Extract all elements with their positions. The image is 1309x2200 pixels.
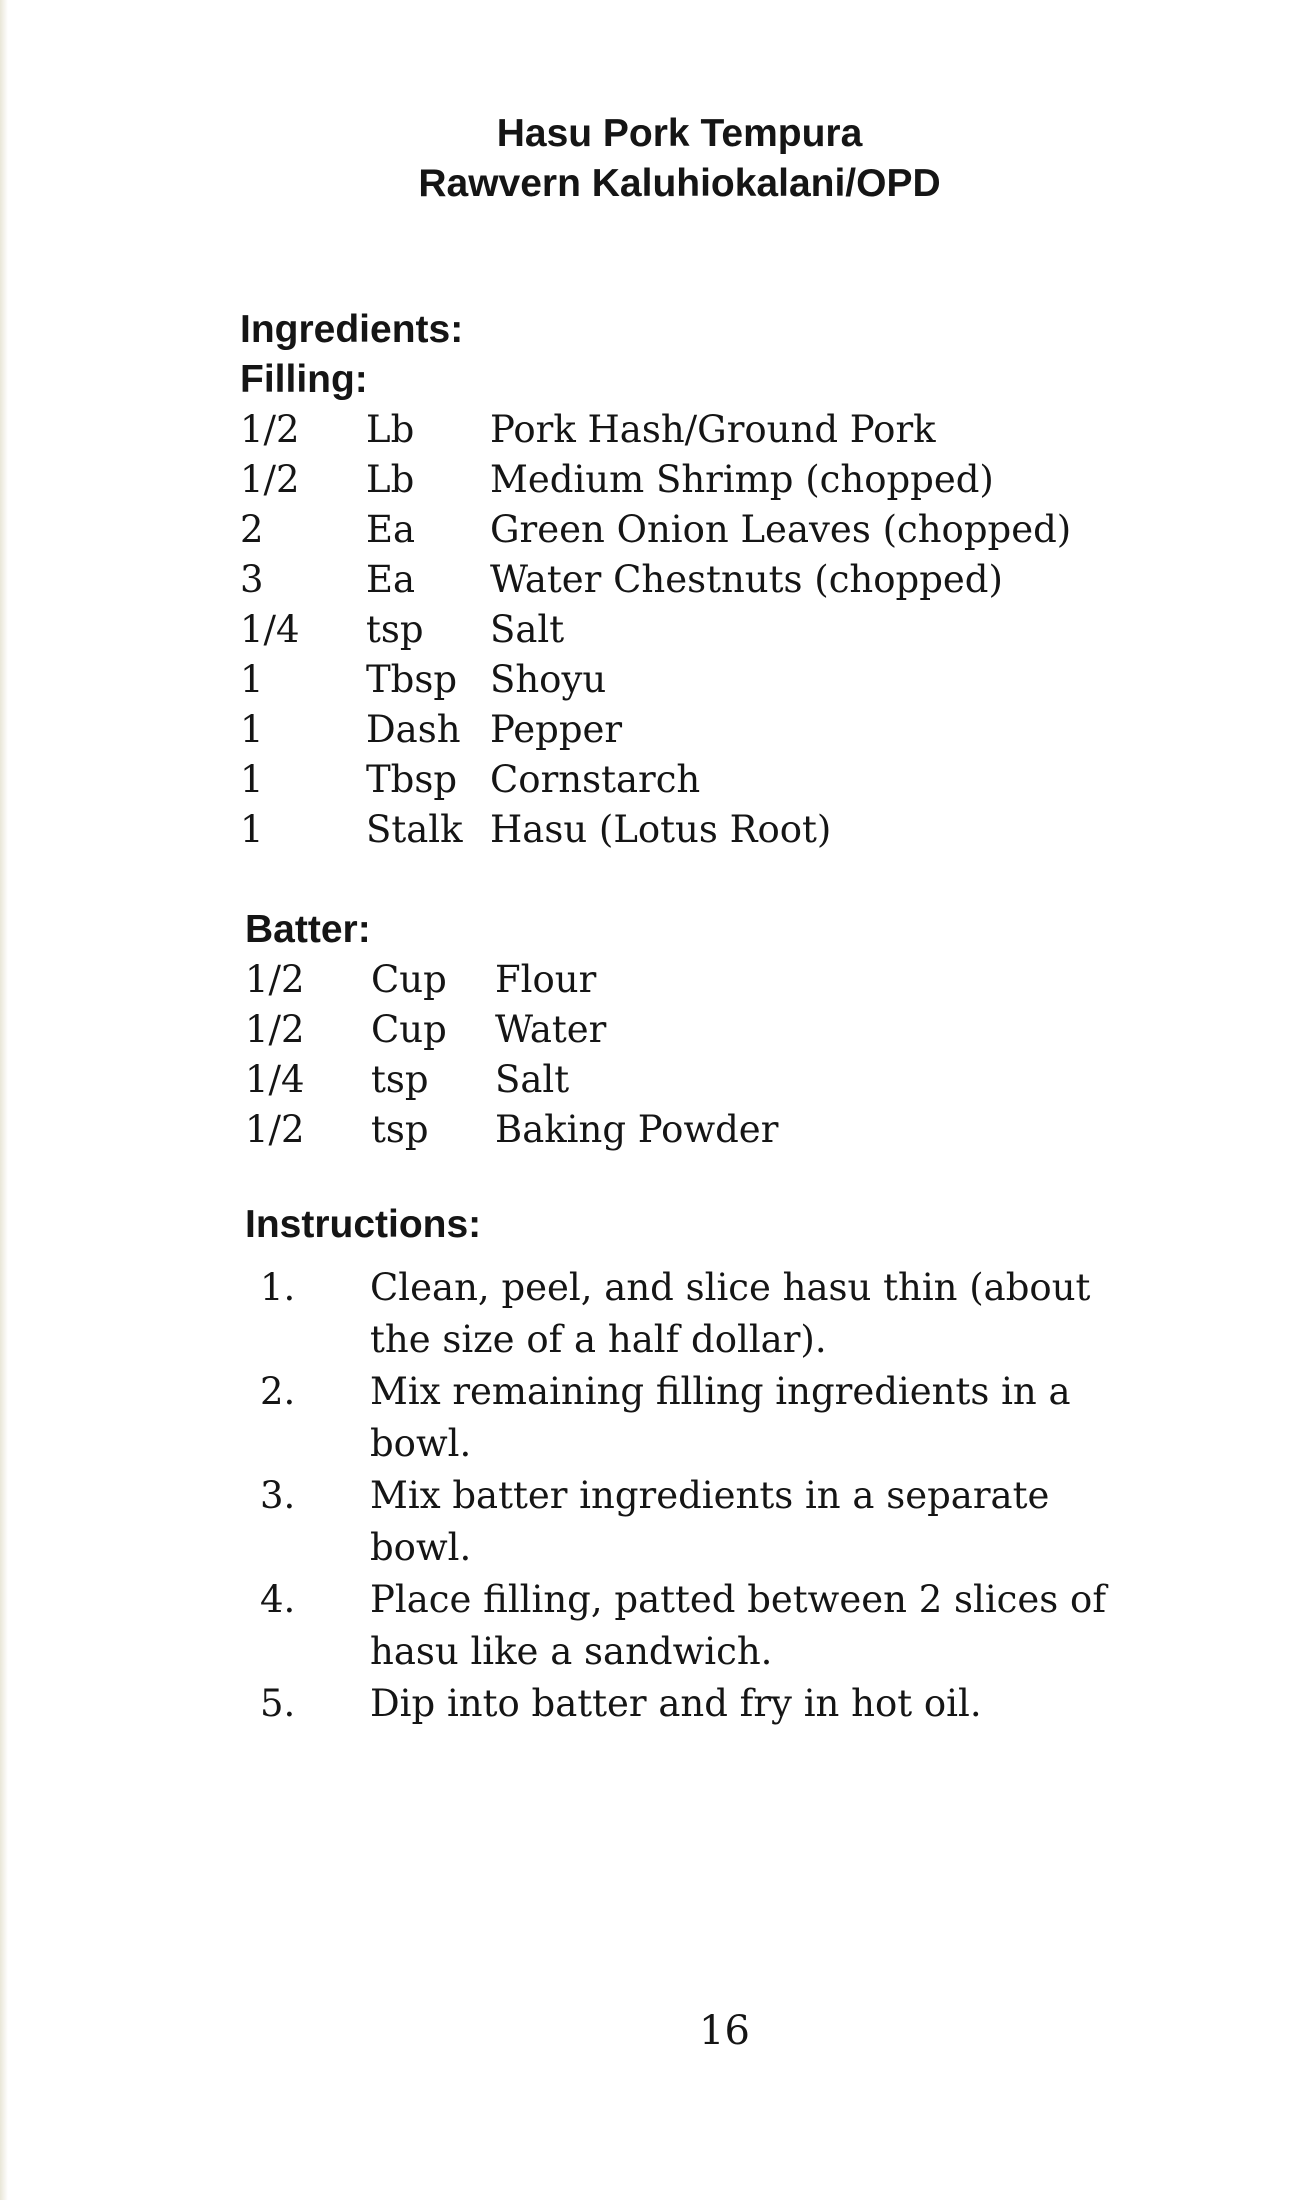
ingredient-name: Green Onion Leaves (chopped): [490, 508, 1072, 551]
ingredient-qty: 1: [240, 758, 264, 801]
recipe-author: Rawvern Kaluhiokalani/OPD: [418, 162, 941, 205]
ingredient-unit: tsp: [371, 1108, 429, 1151]
step-text: Mix remaining filling ingredients in a bowl.: [370, 1370, 1071, 1465]
step-number: 4.: [260, 1578, 296, 1621]
ingredient-qty: 2: [240, 508, 264, 551]
ingredient-unit: Stalk: [366, 808, 463, 851]
filling-heading: Filling:: [240, 358, 368, 401]
ingredient-unit: Tbsp: [366, 758, 458, 801]
ingredient-name: Cornstarch: [490, 758, 701, 801]
ingredient-unit: Ea: [366, 558, 416, 601]
ingredient-unit: Tbsp: [366, 658, 458, 701]
step-number: 1.: [260, 1266, 296, 1309]
ingredient-unit: Dash: [366, 708, 461, 751]
ingredient-qty: 1: [240, 808, 264, 851]
ingredient-name: Salt: [495, 1058, 570, 1101]
ingredient-unit: Cup: [371, 1008, 447, 1051]
ingredient-unit: Lb: [366, 458, 415, 501]
step-number: 3.: [260, 1474, 296, 1517]
ingredient-name: Pepper: [490, 708, 623, 751]
ingredient-name: Pork Hash/Ground Pork: [490, 408, 936, 451]
instructions-list: [240, 1262, 1140, 1730]
instruction-step: [240, 1678, 1140, 1730]
page-edge: [0, 0, 8, 2200]
ingredient-unit: Lb: [366, 408, 415, 451]
step-text: Place filling, patted between 2 slices of hasu like a sandwich.: [370, 1578, 1107, 1673]
ingredient-qty: 1/2: [240, 458, 300, 501]
batter-heading: Batter:: [245, 908, 371, 951]
step-text: Dip into batter and fry in hot oil.: [370, 1682, 982, 1725]
instruction-step: [240, 1470, 1140, 1574]
instruction-step: [240, 1366, 1140, 1470]
ingredient-qty: 1/2: [245, 958, 305, 1001]
step-text: Mix batter ingredients in a separate bowl.: [370, 1474, 1050, 1569]
ingredient-qty: 1/2: [245, 1108, 305, 1151]
instruction-step: [240, 1262, 1140, 1366]
ingredient-qty: 1/2: [240, 408, 300, 451]
page-number: 16: [699, 2008, 750, 2054]
ingredient-unit: Cup: [371, 958, 447, 1001]
step-number: 5.: [260, 1682, 296, 1725]
step-text: Clean, peel, and slice hasu thin (about the size of a half dollar).: [370, 1266, 1091, 1361]
ingredient-qty: 1/4: [245, 1058, 305, 1101]
ingredient-name: Shoyu: [490, 658, 607, 701]
ingredients-heading: Ingredients:: [240, 308, 464, 351]
ingredient-name: Salt: [490, 608, 565, 651]
ingredient-qty: 1: [240, 658, 264, 701]
ingredient-qty: 1: [240, 708, 264, 751]
ingredient-name: Water Chestnuts (chopped): [490, 558, 1003, 601]
recipe-title: Hasu Pork Tempura: [496, 112, 863, 155]
ingredient-unit: tsp: [371, 1058, 429, 1101]
ingredient-name: Hasu (Lotus Root): [490, 808, 832, 851]
step-number: 2.: [260, 1370, 296, 1413]
ingredient-name: Baking Powder: [495, 1108, 779, 1151]
ingredient-qty: 1/2: [245, 1008, 305, 1051]
ingredient-unit: Ea: [366, 508, 416, 551]
ingredient-name: Flour: [495, 958, 597, 1001]
ingredient-name: Water: [495, 1008, 607, 1051]
ingredient-qty: 1/4: [240, 608, 300, 651]
instruction-step: [240, 1574, 1140, 1678]
instructions-heading: Instructions:: [245, 1203, 482, 1246]
ingredient-qty: 3: [240, 558, 264, 601]
ingredient-unit: tsp: [366, 608, 424, 651]
ingredient-name: Medium Shrimp (chopped): [490, 458, 994, 501]
